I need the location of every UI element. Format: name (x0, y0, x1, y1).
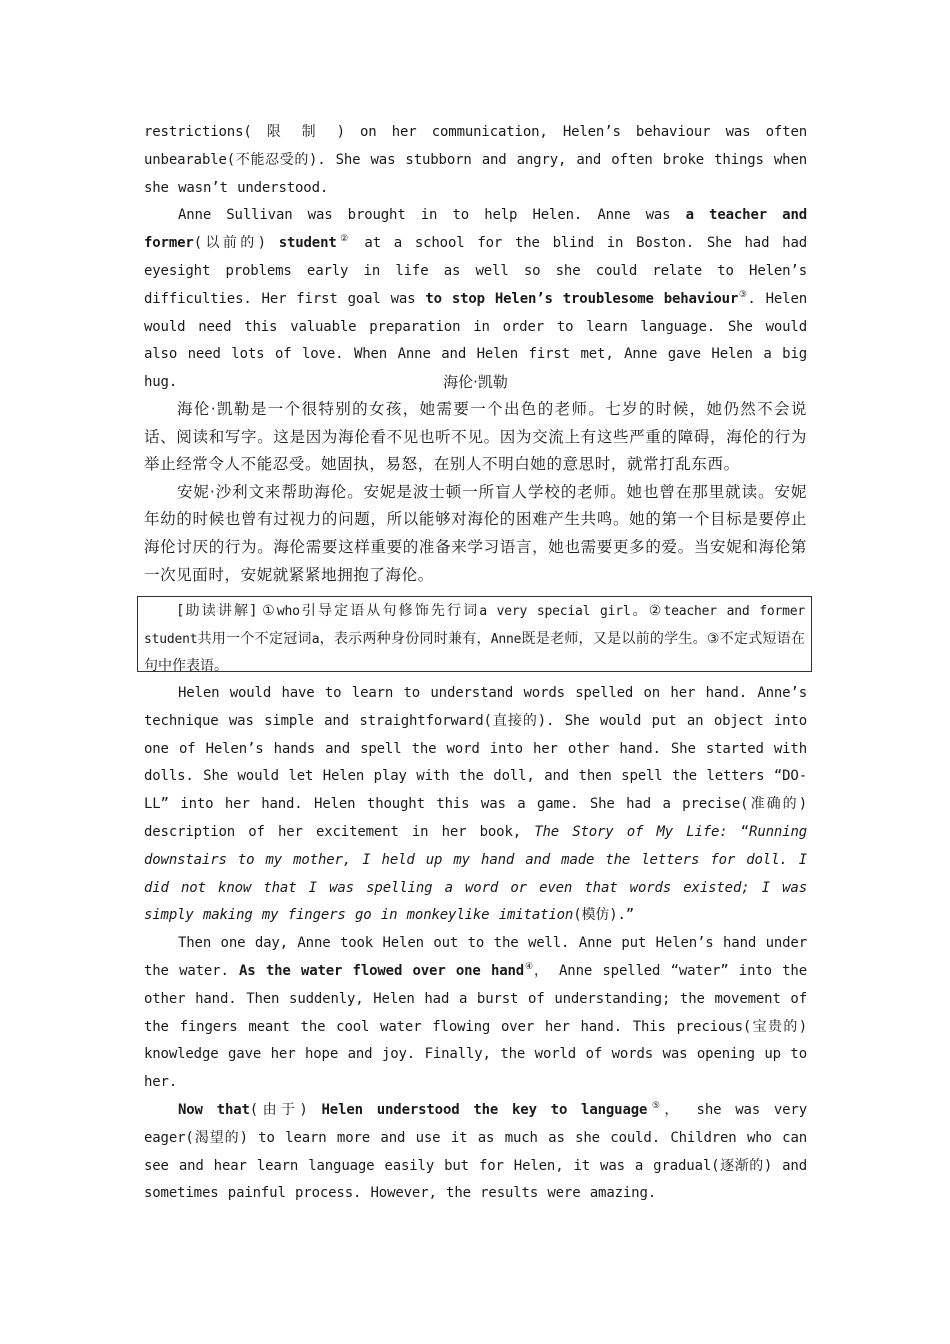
english-passage-part1 (144, 119, 807, 397)
paragraph-well: Then one day, Anne took Helen out to the well. Anne put Helen’s hand under the water. As the water flowed over one hand④， Anne spelled “water” into the other hand. Then suddenly, Helen had a burst of understanding; the movement of the fingers meant the cool water flowing over her hand. This precious(宝贵的) knowledge gave her hope and joy. Finally, the world of words was opening up to her. (144, 935, 807, 1091)
highlight-goal: to stop Helen’s troublesome behaviour (425, 290, 739, 307)
note-marker-3: ③ (738, 289, 748, 300)
paragraph-restrictions: restrictions( 限 制 ) on her communication, Helen’s behaviour was often unbearable(不能忍受的). She was stubborn and angry, and often broke things when she wasn’t understood. (144, 124, 807, 196)
highlight-key-to-language: Helen understood the key to language (321, 1101, 648, 1118)
translation-title: 海伦·凯勒 (443, 373, 508, 391)
highlight-student: student (278, 235, 337, 252)
note-marker-2: ② (336, 234, 352, 245)
paragraph-anne-sullivan: Anne Sullivan was brought in to help Helen. Anne was a teacher and former(以前的) student② at a school for the blind in Boston. She had had eyesight problems early in life as well so she could relate to Helen’s difficulties. Her first goal was to stop Helen’s troublesome behaviour③. Helen would need this valuable preparation in order to learn language. She would also need lots of love. When Anne and Helen first met, Anne gave Helen a big hug. (144, 207, 808, 391)
highlight-now-that: Now that (178, 1101, 250, 1118)
reading-notes-text: [助读讲解] ①who引导定语从句修饰先行词a very special girl。②teacher and former student共用一个不定冠词a，表示两种身份同时兼有，Anne既是老师，又是以前的学生。③不定式短语在句中作表语。 (144, 603, 806, 674)
paragraph-technique: Helen would have to learn to understand words spelled on her hand. Anne’s technique was simple and straightforward(直接的). She would put an object into one of Helen’s hands and spell the word into her other hand. She started with dolls. She would let Helen play with the doll, and then spell the letters “DO-LL” into her hand. Helen thought this was a game. She had a precise(准确的) description of her excitement in her book, The Story of My Life: “Running downstairs to my mother, I held up my hand and made the letters for doll. I did not know that I was spelling a word or even that words existed; I was simply making my fingers go in monkeylike imitation(模仿).” (144, 685, 807, 924)
paragraph-now-that: Now that(由于) Helen understood the key to language⑤， she was very eager(渴望的) to learn more and use it as much as she could. Children who can see and hear learn language easily but for Helen, it was a gradual(逐渐的) and sometimes painful process. However, the results were amazing. (144, 1100, 807, 1202)
note-marker-4: ④ (524, 961, 534, 972)
note-marker-5: ⑤ (647, 1100, 665, 1111)
translation-paragraph-2: 安妮·沙利文来帮助海伦。安妮是波士顿一所盲人学校的老师。她也曾在那里就读。安妮年幼的时候也曾有过视力的问题，所以能够对海伦的困难产生共鸣。她的第一个目标是要停止海伦讨厌的行为。海伦需要这样重要的准备来学习语言，她也需要更多的爱。当安妮和海伦第一次见面时，安妮就紧紧地拥抱了海伦。 (144, 482, 807, 584)
chinese-translation (144, 369, 807, 589)
book-title: The Story of My Life: (534, 823, 728, 840)
highlight-water-flowed: As the water flowed over one hand (239, 962, 525, 979)
english-passage-part2 (144, 680, 807, 1208)
reading-notes-box (137, 596, 812, 672)
book-quote: Running downstairs to my mother, I held up my hand and made the letters for doll. I did not know that I was spelling a word or even that words existed; I was simply making my fingers go in monkeylike imitation (144, 823, 807, 924)
highlight-teacher-former: a teacher and former (144, 207, 807, 252)
translation-paragraph-1: 海伦·凯勒是一个很特别的女孩，她需要一个出色的老师。七岁的时候，她仍然不会说话、阅读和写字。这是因为海伦看不见也听不见。因为交流上有这些严重的障碍，海伦的行为举止经常令人不能忍受。她固执，易怒，在别人不明白她的意思时，就常打乱东西。 (144, 400, 807, 474)
